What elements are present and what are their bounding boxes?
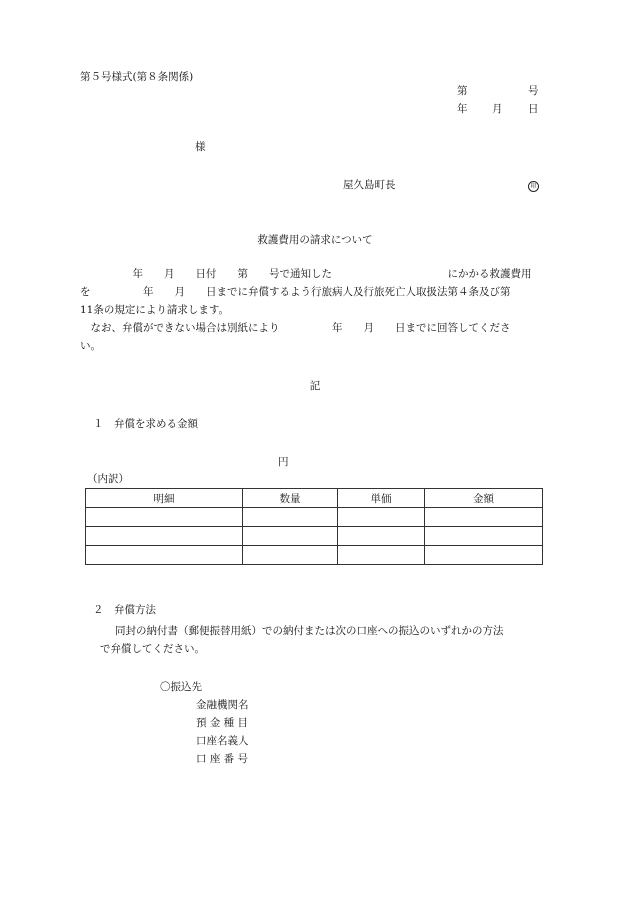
column-header-unit-price: 単価 [338,489,425,508]
table-cell [243,527,338,546]
date-year: 年 [457,103,468,115]
ki-mark: 記 [309,380,321,392]
doc-number-dai: 第 [457,85,468,97]
table-cell [338,546,425,565]
body-line-1: 年 月 日付 第 号で通知した にかかる救護費用 [80,268,532,280]
field-account-number: 口 座 番 号 [196,753,249,765]
section-2-line-2: で弁償してください。 [100,643,205,655]
table-cell [425,508,543,527]
body-line-4: なお、弁償ができない場合は別紙により 年 月 日までに回答してくださ [80,322,511,334]
table-cell [86,546,243,565]
doc-number-go: 号 [528,85,539,97]
seal-mark [528,178,539,192]
body-line-2: を 年 月 日までに弁償するよう行旅病人及行旅死亡人取扱法第４条及び第 [80,286,511,298]
section-2-line-1: 同封の納付書（郵便振替用紙）での納付または次の口座への振込のいずれかの方法 [115,625,504,637]
field-account-type: 預 金 種 目 [196,717,249,729]
column-header-item: 明細 [86,489,243,508]
transfer-destination-label: 〇振込先 [160,681,202,693]
document-title: 救護費用の請求について [257,234,373,246]
seal-icon: 印 [528,181,539,192]
date-day: 日 [528,103,539,115]
breakdown-table [85,488,543,565]
table-row [86,546,543,565]
form-number: 第５号様式(第８条関係) [80,71,194,83]
body-line-5: い。 [80,340,101,352]
field-account-holder: 口座名義人 [196,735,249,747]
table-cell [425,546,543,565]
table-header-row [86,489,543,508]
column-header-amount: 金額 [425,489,543,508]
table-cell [86,508,243,527]
table-cell [338,527,425,546]
body-line-3: 11条の規定により請求します。 [80,304,230,316]
date-month: 月 [492,103,503,115]
table-row [86,508,543,527]
section-2-heading: ２ 弁償方法 [93,604,156,616]
section-1-heading: １ 弁償を求める金額 [93,418,198,430]
table-cell [243,546,338,565]
table-cell [338,508,425,527]
column-header-quantity: 数量 [243,489,338,508]
breakdown-label: （内訳） [87,473,129,485]
sender-name: 屋久島町長 [343,179,396,191]
field-bank-name: 金融機関名 [196,699,249,711]
table-row [86,527,543,546]
table-cell [425,527,543,546]
table-cell [86,527,243,546]
yen-label: 円 [278,456,289,468]
recipient-suffix: 様 [195,141,206,153]
table-cell [243,508,338,527]
